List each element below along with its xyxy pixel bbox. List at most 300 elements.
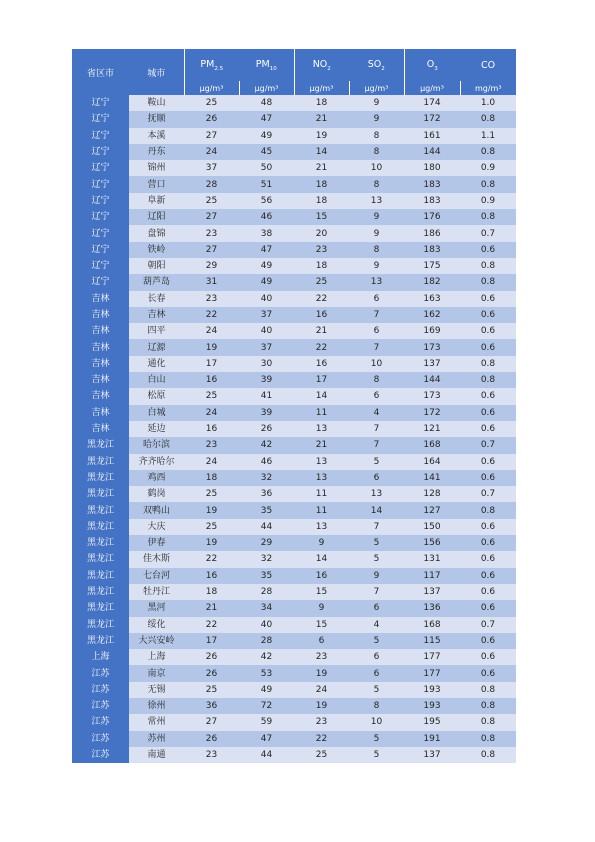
so2-cell: 7 bbox=[349, 339, 404, 355]
co-cell: 0.6 bbox=[460, 600, 516, 616]
pm10-cell: 46 bbox=[239, 454, 294, 470]
no2-cell: 16 bbox=[294, 568, 349, 584]
no2-cell: 21 bbox=[294, 111, 349, 127]
co-cell: 0.6 bbox=[460, 470, 516, 486]
pm10-cell: 49 bbox=[239, 258, 294, 274]
o3-cell: 163 bbox=[404, 291, 460, 307]
no2-cell: 18 bbox=[294, 176, 349, 192]
so2-cell: 6 bbox=[349, 665, 404, 681]
table-row bbox=[72, 225, 516, 241]
pm10-cell: 49 bbox=[239, 274, 294, 290]
table-row bbox=[72, 437, 516, 453]
o3-cell: 144 bbox=[404, 144, 460, 160]
co-cell: 0.6 bbox=[460, 665, 516, 681]
so2-cell: 13 bbox=[349, 274, 404, 290]
pm25-cell: 25 bbox=[184, 388, 239, 404]
table-row bbox=[72, 307, 516, 323]
o3-cell: 193 bbox=[404, 682, 460, 698]
city-cell: 南京 bbox=[129, 665, 184, 681]
province-cell: 吉林 bbox=[72, 307, 129, 323]
city-cell: 伊春 bbox=[129, 535, 184, 551]
city-cell: 铁岭 bbox=[129, 242, 184, 258]
so2-cell: 9 bbox=[349, 209, 404, 225]
pm10-cell: 53 bbox=[239, 665, 294, 681]
pm25-cell: 27 bbox=[184, 209, 239, 225]
pm10-cell: 49 bbox=[239, 128, 294, 144]
pm25-cell: 16 bbox=[184, 421, 239, 437]
city-cell: 大兴安岭 bbox=[129, 633, 184, 649]
province-cell: 吉林 bbox=[72, 372, 129, 388]
city-cell: 白城 bbox=[129, 405, 184, 421]
city-cell: 通化 bbox=[129, 356, 184, 372]
province-cell: 辽宁 bbox=[72, 111, 129, 127]
province-cell: 辽宁 bbox=[72, 193, 129, 209]
so2-cell: 8 bbox=[349, 372, 404, 388]
o3-cell: 141 bbox=[404, 470, 460, 486]
o3-cell: 168 bbox=[404, 437, 460, 453]
pm25-cell: 25 bbox=[184, 193, 239, 209]
table-row bbox=[72, 617, 516, 633]
city-cell: 上海 bbox=[129, 649, 184, 665]
province-cell: 吉林 bbox=[72, 388, 129, 404]
so2-cell: 8 bbox=[349, 128, 404, 144]
co-cell: 1.1 bbox=[460, 128, 516, 144]
city-cell: 鞍山 bbox=[129, 95, 184, 111]
city-cell: 黑河 bbox=[129, 600, 184, 616]
pm25-cell: 29 bbox=[184, 258, 239, 274]
so2-cell: 13 bbox=[349, 486, 404, 502]
city-cell: 四平 bbox=[129, 323, 184, 339]
table-row bbox=[72, 649, 516, 665]
o3-cell: 127 bbox=[404, 502, 460, 518]
o3-cell: 117 bbox=[404, 568, 460, 584]
no2-cell: 14 bbox=[294, 388, 349, 404]
pm10-cell: 47 bbox=[239, 242, 294, 258]
so2-cell: 6 bbox=[349, 323, 404, 339]
co-cell: 0.8 bbox=[460, 502, 516, 518]
no2-cell: 9 bbox=[294, 535, 349, 551]
so2-cell: 9 bbox=[349, 95, 404, 111]
unit-o3: μg/m³ bbox=[404, 81, 460, 95]
pm25-cell: 27 bbox=[184, 242, 239, 258]
header-co: CO bbox=[460, 49, 516, 81]
air-quality-table bbox=[72, 49, 516, 763]
table-row bbox=[72, 682, 516, 698]
province-cell: 辽宁 bbox=[72, 258, 129, 274]
o3-cell: 137 bbox=[404, 747, 460, 763]
province-cell: 吉林 bbox=[72, 339, 129, 355]
pm25-cell: 22 bbox=[184, 551, 239, 567]
pm10-cell: 40 bbox=[239, 291, 294, 307]
co-cell: 0.6 bbox=[460, 323, 516, 339]
co-cell: 0.8 bbox=[460, 682, 516, 698]
province-cell: 吉林 bbox=[72, 291, 129, 307]
co-cell: 0.6 bbox=[460, 568, 516, 584]
province-cell: 辽宁 bbox=[72, 274, 129, 290]
so2-cell: 7 bbox=[349, 437, 404, 453]
table-row bbox=[72, 470, 516, 486]
pm10-cell: 49 bbox=[239, 682, 294, 698]
pm25-cell: 25 bbox=[184, 486, 239, 502]
co-cell: 0.8 bbox=[460, 144, 516, 160]
province-cell: 吉林 bbox=[72, 421, 129, 437]
so2-cell: 10 bbox=[349, 160, 404, 176]
pm25-cell: 26 bbox=[184, 111, 239, 127]
table-row bbox=[72, 323, 516, 339]
so2-cell: 14 bbox=[349, 502, 404, 518]
pm10-cell: 40 bbox=[239, 617, 294, 633]
so2-cell: 8 bbox=[349, 242, 404, 258]
o3-cell: 176 bbox=[404, 209, 460, 225]
no2-cell: 18 bbox=[294, 258, 349, 274]
province-cell: 黑龙江 bbox=[72, 454, 129, 470]
pm10-cell: 44 bbox=[239, 519, 294, 535]
no2-cell: 14 bbox=[294, 144, 349, 160]
so2-cell: 5 bbox=[349, 682, 404, 698]
table-row bbox=[72, 258, 516, 274]
unit-co: mg/m³ bbox=[460, 81, 516, 95]
table-row bbox=[72, 698, 516, 714]
o3-cell: 115 bbox=[404, 633, 460, 649]
unit-pm25: μg/m³ bbox=[184, 81, 239, 95]
co-cell: 0.8 bbox=[460, 274, 516, 290]
so2-cell: 5 bbox=[349, 747, 404, 763]
table-body bbox=[72, 95, 516, 763]
so2-cell: 6 bbox=[349, 649, 404, 665]
pm25-cell: 24 bbox=[184, 144, 239, 160]
no2-cell: 13 bbox=[294, 421, 349, 437]
pm25-cell: 18 bbox=[184, 470, 239, 486]
co-cell: 0.8 bbox=[460, 176, 516, 192]
pm10-cell: 36 bbox=[239, 486, 294, 502]
no2-cell: 19 bbox=[294, 698, 349, 714]
table-row bbox=[72, 193, 516, 209]
pm10-cell: 37 bbox=[239, 339, 294, 355]
table-row bbox=[72, 665, 516, 681]
no2-cell: 19 bbox=[294, 128, 349, 144]
co-cell: 0.7 bbox=[460, 437, 516, 453]
o3-cell: 131 bbox=[404, 551, 460, 567]
city-cell: 无锡 bbox=[129, 682, 184, 698]
table-row bbox=[72, 600, 516, 616]
province-cell: 吉林 bbox=[72, 405, 129, 421]
no2-cell: 11 bbox=[294, 405, 349, 421]
table-row bbox=[72, 111, 516, 127]
co-cell: 0.6 bbox=[460, 388, 516, 404]
so2-cell: 5 bbox=[349, 454, 404, 470]
pm25-cell: 36 bbox=[184, 698, 239, 714]
province-cell: 辽宁 bbox=[72, 225, 129, 241]
city-cell: 齐齐哈尔 bbox=[129, 454, 184, 470]
no2-cell: 9 bbox=[294, 600, 349, 616]
o3-cell: 175 bbox=[404, 258, 460, 274]
province-cell: 江苏 bbox=[72, 731, 129, 747]
unit-so2: μg/m³ bbox=[349, 81, 404, 95]
no2-cell: 13 bbox=[294, 519, 349, 535]
city-cell: 锦州 bbox=[129, 160, 184, 176]
province-cell: 江苏 bbox=[72, 682, 129, 698]
table-row bbox=[72, 339, 516, 355]
pm10-cell: 37 bbox=[239, 307, 294, 323]
pm25-cell: 31 bbox=[184, 274, 239, 290]
o3-cell: 177 bbox=[404, 649, 460, 665]
province-cell: 辽宁 bbox=[72, 160, 129, 176]
so2-cell: 6 bbox=[349, 291, 404, 307]
table-row bbox=[72, 551, 516, 567]
pm25-cell: 37 bbox=[184, 160, 239, 176]
o3-cell: 150 bbox=[404, 519, 460, 535]
co-cell: 0.6 bbox=[460, 519, 516, 535]
pm10-cell: 28 bbox=[239, 633, 294, 649]
province-cell: 黑龙江 bbox=[72, 551, 129, 567]
province-cell: 辽宁 bbox=[72, 95, 129, 111]
so2-cell: 9 bbox=[349, 568, 404, 584]
pm10-cell: 47 bbox=[239, 111, 294, 127]
province-cell: 辽宁 bbox=[72, 144, 129, 160]
o3-cell: 195 bbox=[404, 714, 460, 730]
table-row bbox=[72, 160, 516, 176]
o3-cell: 183 bbox=[404, 242, 460, 258]
so2-cell: 10 bbox=[349, 356, 404, 372]
co-cell: 0.6 bbox=[460, 242, 516, 258]
table-row bbox=[72, 731, 516, 747]
province-cell: 黑龙江 bbox=[72, 584, 129, 600]
no2-cell: 15 bbox=[294, 617, 349, 633]
table-row bbox=[72, 568, 516, 584]
city-cell: 双鸭山 bbox=[129, 502, 184, 518]
co-cell: 0.7 bbox=[460, 225, 516, 241]
co-cell: 0.6 bbox=[460, 584, 516, 600]
so2-cell: 7 bbox=[349, 307, 404, 323]
table-row bbox=[72, 388, 516, 404]
so2-cell: 7 bbox=[349, 584, 404, 600]
city-cell: 盘锦 bbox=[129, 225, 184, 241]
co-cell: 0.7 bbox=[460, 617, 516, 633]
pm25-cell: 23 bbox=[184, 747, 239, 763]
so2-cell: 5 bbox=[349, 633, 404, 649]
o3-cell: 183 bbox=[404, 193, 460, 209]
pm10-cell: 44 bbox=[239, 747, 294, 763]
o3-cell: 180 bbox=[404, 160, 460, 176]
table-row bbox=[72, 242, 516, 258]
air-quality-table-container bbox=[72, 49, 516, 763]
so2-cell: 6 bbox=[349, 388, 404, 404]
table-row bbox=[72, 519, 516, 535]
province-cell: 江苏 bbox=[72, 714, 129, 730]
pm25-cell: 17 bbox=[184, 633, 239, 649]
o3-cell: 156 bbox=[404, 535, 460, 551]
province-cell: 辽宁 bbox=[72, 242, 129, 258]
no2-cell: 11 bbox=[294, 502, 349, 518]
co-cell: 0.8 bbox=[460, 372, 516, 388]
o3-cell: 144 bbox=[404, 372, 460, 388]
province-cell: 黑龙江 bbox=[72, 519, 129, 535]
pm25-cell: 17 bbox=[184, 356, 239, 372]
pm25-cell: 19 bbox=[184, 339, 239, 355]
pm10-cell: 39 bbox=[239, 405, 294, 421]
co-cell: 0.6 bbox=[460, 535, 516, 551]
pm25-cell: 27 bbox=[184, 128, 239, 144]
pm10-cell: 72 bbox=[239, 698, 294, 714]
so2-cell: 7 bbox=[349, 421, 404, 437]
so2-cell: 8 bbox=[349, 144, 404, 160]
province-cell: 黑龙江 bbox=[72, 535, 129, 551]
pm25-cell: 24 bbox=[184, 454, 239, 470]
header-no2: $NO_2$ bbox=[294, 49, 349, 81]
o3-cell: 191 bbox=[404, 731, 460, 747]
table-row bbox=[72, 372, 516, 388]
co-cell: 0.8 bbox=[460, 714, 516, 730]
city-cell: 辽阳 bbox=[129, 209, 184, 225]
o3-cell: 137 bbox=[404, 356, 460, 372]
no2-cell: 23 bbox=[294, 649, 349, 665]
no2-cell: 22 bbox=[294, 339, 349, 355]
co-cell: 0.8 bbox=[460, 356, 516, 372]
table-row bbox=[72, 291, 516, 307]
co-cell: 1.0 bbox=[460, 95, 516, 111]
table-row bbox=[72, 274, 516, 290]
province-cell: 黑龙江 bbox=[72, 600, 129, 616]
pm10-cell: 46 bbox=[239, 209, 294, 225]
pm25-cell: 22 bbox=[184, 617, 239, 633]
co-cell: 0.8 bbox=[460, 111, 516, 127]
city-cell: 辽源 bbox=[129, 339, 184, 355]
pm10-cell: 40 bbox=[239, 323, 294, 339]
no2-cell: 19 bbox=[294, 665, 349, 681]
no2-cell: 15 bbox=[294, 209, 349, 225]
city-cell: 徐州 bbox=[129, 698, 184, 714]
city-cell: 鹤岗 bbox=[129, 486, 184, 502]
city-cell: 常州 bbox=[129, 714, 184, 730]
pm10-cell: 50 bbox=[239, 160, 294, 176]
province-cell: 辽宁 bbox=[72, 176, 129, 192]
o3-cell: 169 bbox=[404, 323, 460, 339]
no2-cell: 23 bbox=[294, 714, 349, 730]
table-row bbox=[72, 356, 516, 372]
province-cell: 江苏 bbox=[72, 747, 129, 763]
no2-cell: 23 bbox=[294, 242, 349, 258]
o3-cell: 164 bbox=[404, 454, 460, 470]
city-cell: 牡丹江 bbox=[129, 584, 184, 600]
pm10-cell: 48 bbox=[239, 95, 294, 111]
province-cell: 黑龙江 bbox=[72, 633, 129, 649]
pm10-cell: 30 bbox=[239, 356, 294, 372]
header-pm25: $PM_{2.5}$ bbox=[184, 49, 239, 81]
co-cell: 0.8 bbox=[460, 698, 516, 714]
o3-cell: 193 bbox=[404, 698, 460, 714]
co-cell: 0.6 bbox=[460, 405, 516, 421]
no2-cell: 6 bbox=[294, 633, 349, 649]
so2-cell: 8 bbox=[349, 698, 404, 714]
pm10-cell: 42 bbox=[239, 437, 294, 453]
unit-no2: μg/m³ bbox=[294, 81, 349, 95]
city-cell: 朝阳 bbox=[129, 258, 184, 274]
co-cell: 0.8 bbox=[460, 258, 516, 274]
province-cell: 黑龙江 bbox=[72, 486, 129, 502]
city-cell: 哈尔滨 bbox=[129, 437, 184, 453]
pm25-cell: 24 bbox=[184, 323, 239, 339]
pm10-cell: 45 bbox=[239, 144, 294, 160]
province-cell: 江苏 bbox=[72, 665, 129, 681]
co-cell: 0.6 bbox=[460, 649, 516, 665]
table-row bbox=[72, 176, 516, 192]
co-cell: 0.6 bbox=[460, 421, 516, 437]
no2-cell: 20 bbox=[294, 225, 349, 241]
pm25-cell: 23 bbox=[184, 225, 239, 241]
pm10-cell: 35 bbox=[239, 502, 294, 518]
province-cell: 黑龙江 bbox=[72, 470, 129, 486]
province-cell: 江苏 bbox=[72, 698, 129, 714]
o3-cell: 136 bbox=[404, 600, 460, 616]
table-row bbox=[72, 747, 516, 763]
province-cell: 辽宁 bbox=[72, 128, 129, 144]
o3-cell: 186 bbox=[404, 225, 460, 241]
pm25-cell: 25 bbox=[184, 682, 239, 698]
pm25-cell: 24 bbox=[184, 405, 239, 421]
pm25-cell: 16 bbox=[184, 372, 239, 388]
co-cell: 0.6 bbox=[460, 307, 516, 323]
pm25-cell: 23 bbox=[184, 291, 239, 307]
table-row bbox=[72, 502, 516, 518]
pm10-cell: 56 bbox=[239, 193, 294, 209]
pm10-cell: 38 bbox=[239, 225, 294, 241]
o3-cell: 173 bbox=[404, 388, 460, 404]
o3-cell: 173 bbox=[404, 339, 460, 355]
o3-cell: 172 bbox=[404, 405, 460, 421]
table-row bbox=[72, 584, 516, 600]
city-cell: 白山 bbox=[129, 372, 184, 388]
no2-cell: 18 bbox=[294, 95, 349, 111]
unit-pm10: μg/m³ bbox=[239, 81, 294, 95]
pm25-cell: 16 bbox=[184, 568, 239, 584]
no2-cell: 25 bbox=[294, 274, 349, 290]
pm10-cell: 29 bbox=[239, 535, 294, 551]
city-cell: 吉林 bbox=[129, 307, 184, 323]
co-cell: 0.8 bbox=[460, 731, 516, 747]
o3-cell: 182 bbox=[404, 274, 460, 290]
co-cell: 0.6 bbox=[460, 339, 516, 355]
header-pm10: $PM_{10}$ bbox=[239, 49, 294, 81]
province-cell: 上海 bbox=[72, 649, 129, 665]
no2-cell: 13 bbox=[294, 454, 349, 470]
pm10-cell: 41 bbox=[239, 388, 294, 404]
pm10-cell: 47 bbox=[239, 731, 294, 747]
so2-cell: 5 bbox=[349, 535, 404, 551]
pm25-cell: 26 bbox=[184, 731, 239, 747]
city-cell: 丹东 bbox=[129, 144, 184, 160]
pm25-cell: 27 bbox=[184, 714, 239, 730]
pm10-cell: 42 bbox=[239, 649, 294, 665]
o3-cell: 162 bbox=[404, 307, 460, 323]
header-o3: $O_3$ bbox=[404, 49, 460, 81]
province-cell: 黑龙江 bbox=[72, 568, 129, 584]
so2-cell: 4 bbox=[349, 617, 404, 633]
co-cell: 0.7 bbox=[460, 486, 516, 502]
co-cell: 0.9 bbox=[460, 193, 516, 209]
pm10-cell: 28 bbox=[239, 584, 294, 600]
table-row bbox=[72, 714, 516, 730]
so2-cell: 9 bbox=[349, 225, 404, 241]
o3-cell: 168 bbox=[404, 617, 460, 633]
pm25-cell: 19 bbox=[184, 502, 239, 518]
so2-cell: 6 bbox=[349, 600, 404, 616]
no2-cell: 16 bbox=[294, 356, 349, 372]
city-cell: 南通 bbox=[129, 747, 184, 763]
pm10-cell: 51 bbox=[239, 176, 294, 192]
no2-cell: 25 bbox=[294, 747, 349, 763]
province-cell: 黑龙江 bbox=[72, 502, 129, 518]
o3-cell: 137 bbox=[404, 584, 460, 600]
